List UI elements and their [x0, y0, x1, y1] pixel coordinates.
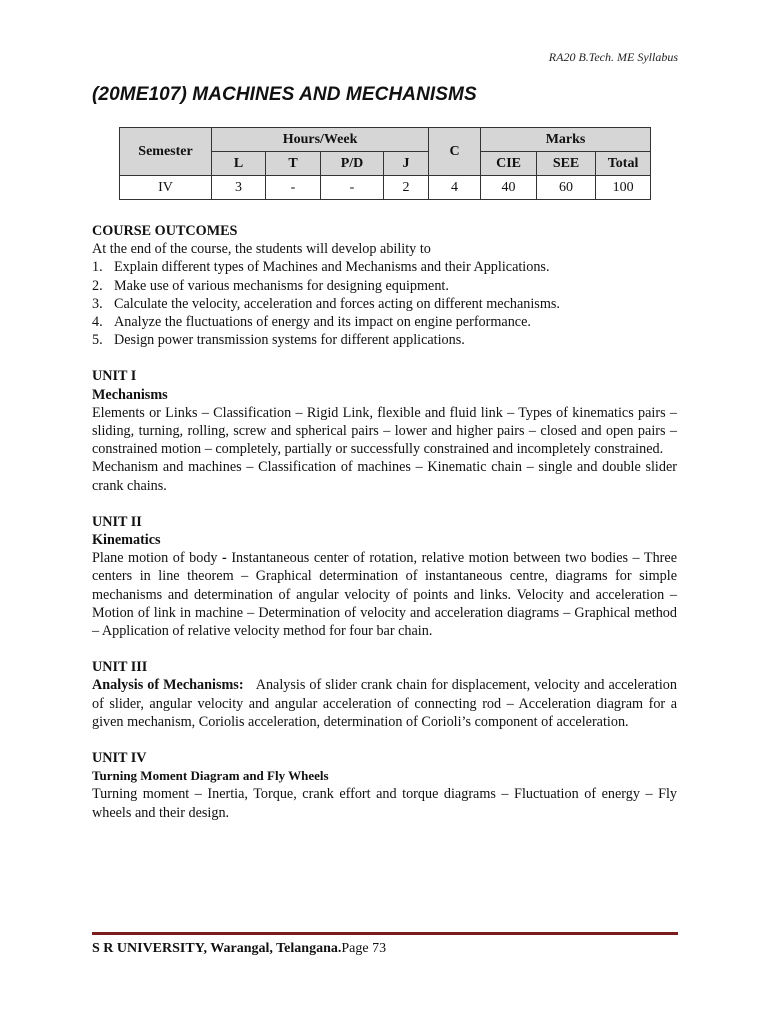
lecture-cell: 3	[212, 176, 266, 200]
unit-4-paragraph: Turning moment – Inertia, Torque, crank effort and torque diagrams – Fluctuation of energy – Fly wheels and their design.	[92, 786, 677, 821]
header-reference: RA20 B.Tech. ME Syllabus	[548, 50, 678, 64]
course-outcomes-heading: COURSE OUTCOMES	[92, 223, 238, 239]
semester-header: Semester	[120, 128, 212, 176]
unit-2-paragraph	[92, 549, 677, 640]
total-header: Total	[596, 152, 651, 176]
tutorial-header: T	[266, 152, 321, 176]
unit-2-dash: -	[217, 550, 232, 567]
unit-1-title: Mechanisms	[92, 386, 168, 403]
semester-cell: IV	[120, 176, 212, 200]
unit-2-label: UNIT II	[92, 513, 142, 530]
unit-1-paragraph-2: Mechanism and machines – Classification of machines – Kinematic chain – single and double slider crank chains.	[92, 459, 677, 494]
course-outcomes-intro: At the end of the course, the students will develop ability to	[92, 241, 431, 258]
page-number: Page 73	[341, 941, 387, 956]
unit-4-label: UNIT IV	[92, 750, 147, 767]
credits-cell: 4	[429, 176, 481, 200]
list-item: 4. Analyze the fluctuations of energy and its impact on engine performance.	[92, 314, 531, 331]
hours-marks-table	[119, 127, 651, 200]
credits-header: C	[429, 128, 481, 176]
unit-3-paragraph	[92, 676, 677, 731]
unit-3-title: Analysis of Mechanisms:	[92, 677, 244, 694]
cie-cell: 40	[481, 176, 537, 200]
course-title: (20ME107) MACHINES AND MECHANISMS	[92, 84, 477, 105]
project-cell: 2	[384, 176, 429, 200]
unit-2-title: Kinematics	[92, 532, 161, 549]
see-header: SEE	[537, 152, 596, 176]
unit-3-text: Analysis of slider crank chain for displacement, velocity and acceleration of slider, angular velocity and angular acceleration of connecting rod – Acceleration diagram for a given mechanism, Coriolis acceleration, determination of Corioli’s component of acceleration.	[92, 677, 677, 730]
practical-cell: -	[321, 176, 384, 200]
unit-1-paragraph-1: Elements or Links – Classification – Rigid Link, flexible and fluid link – Types of kinematics pairs – sliding, turning, rolling, screw and spherical pairs – lower and higher pairs – closed and open pairs – constrained motion – completely, partially or successfully constrained and incompletely constrained.	[92, 404, 677, 458]
marks-header: Marks	[481, 128, 651, 152]
list-item: 3. Calculate the velocity, acceleration and forces acting on different mechanisms.	[92, 295, 560, 312]
footer-rule	[92, 932, 678, 935]
practical-header: P/D	[321, 152, 384, 176]
hours-week-header: Hours/Week	[212, 128, 429, 152]
course-outcomes-list	[92, 258, 677, 349]
footer	[92, 941, 386, 957]
cie-header: CIE	[481, 152, 537, 176]
see-cell: 60	[537, 176, 596, 200]
unit-1-label: UNIT I	[92, 368, 137, 385]
unit-4-title: Turning Moment Diagram and Fly Wheels	[92, 768, 329, 784]
list-item: 1. Explain different types of Machines and Mechanisms and their Applications.	[92, 259, 550, 276]
list-item: 2. Make use of various mechanisms for designing equipment.	[92, 277, 449, 294]
lecture-header: L	[212, 152, 266, 176]
unit-3-label: UNIT III	[92, 659, 148, 676]
syllabus-body	[92, 222, 677, 822]
project-header: J	[384, 152, 429, 176]
unit-2-lead: Plane motion of body	[92, 550, 218, 567]
tutorial-cell: -	[266, 176, 321, 200]
unit-2-text: Instantaneous center of rotation, relative motion between two bodies – Three centers in line theorem – Graphical determination of instantaneous centre, diagrams for simple mechanisms and determination of angular velocity of points and links. Velocity and acceleration – Motion of link in machine – Determination of velocity and acceleration diagrams – Graphical method – Application of relative velocity method for four bar chain.	[92, 550, 677, 640]
table-row	[120, 176, 651, 200]
total-cell: 100	[596, 176, 651, 200]
footer-university: S R UNIVERSITY, Warangal, Telangana.	[92, 941, 342, 956]
list-item: 5. Design power transmission systems for different applications.	[92, 332, 465, 349]
